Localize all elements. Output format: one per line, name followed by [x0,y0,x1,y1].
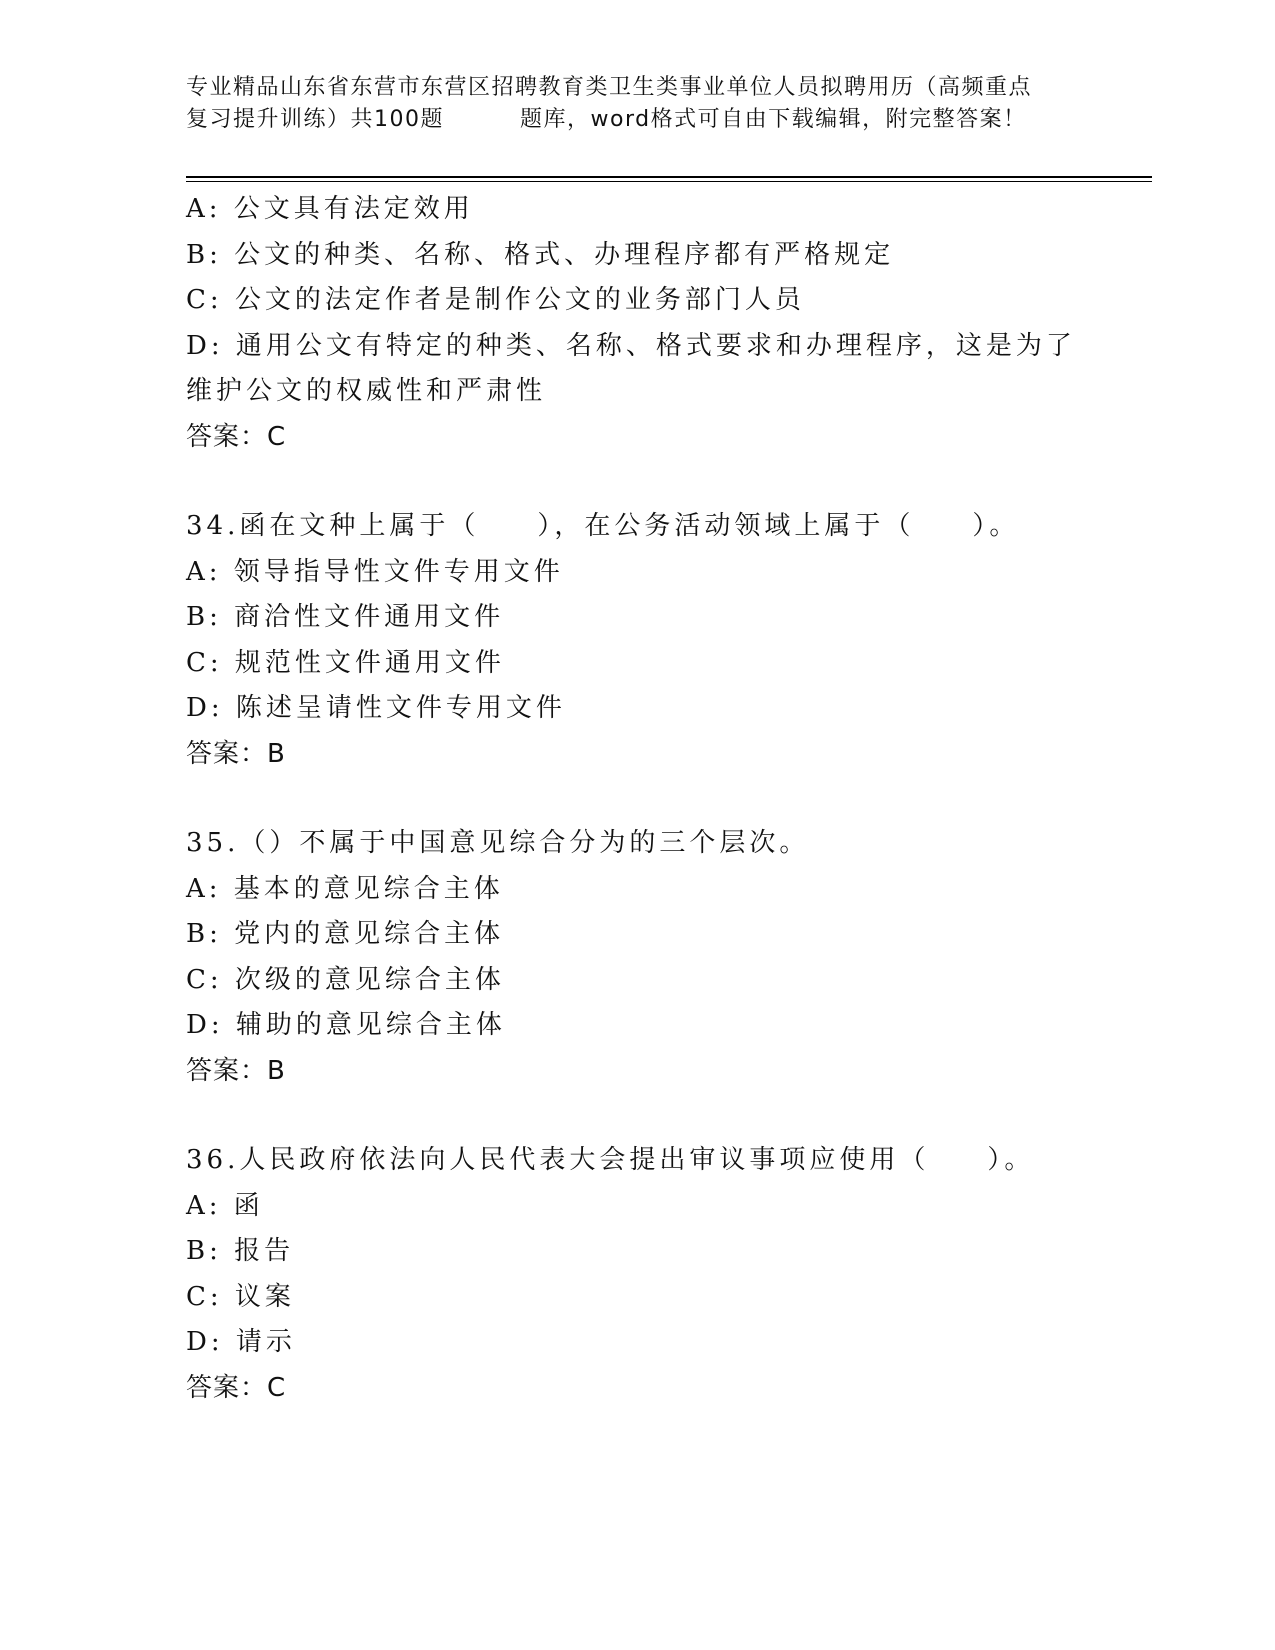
option-d: D: 辅助的意见综合主体 [186,1010,506,1040]
answer: 答案：B [186,738,286,769]
option-b: B: 报告 [186,1236,295,1266]
option-d: D: 请示 [186,1327,296,1357]
document-body [186,187,1086,1411]
question-34 [186,504,1086,777]
option-b: B: 公文的种类、名称、格式、办理程序都有严格规定 [186,239,895,270]
option-a: A: 领导指导性文件专用文件 [186,556,564,587]
question-title-part-a: 36.人民政府依法向人民代表大会提出审议事项应使用（ [186,1145,930,1175]
question-title: 35.（）不属于中国意见综合分为的三个层次。 [186,828,810,858]
option-a: A: 函 [186,1190,264,1221]
answer: 答案：C [186,1372,287,1403]
header-rule-thin [186,181,1152,182]
question-33 [186,187,1086,460]
question-36 [186,1138,1086,1411]
option-b: B: 党内的意见综合主体 [186,919,505,949]
option-c: C: 次级的意见综合主体 [186,964,505,995]
question-title-part-b: ），在公务活动领域上属于（ [537,511,915,541]
option-c: C: 规范性文件通用文件 [186,647,505,678]
question-title [186,1138,1086,1184]
question-title-part-b: ）。 [987,1145,1035,1175]
option-b: B: 商洽性文件通用文件 [186,602,505,632]
header-rule-thick [186,176,1152,178]
question-35 [186,821,1086,1094]
option-a: A: 公文具有法定效用 [186,194,474,224]
header-line-2 [186,104,1086,136]
option-c: C: 公文的法定作者是制作公文的业务部门人员 [186,285,805,315]
header-line-2-part-a: 复习提升训练）共100题 [186,107,444,132]
answer: 答案：C [186,421,287,452]
option-d: D: 通用公文有特定的种类、名称、格式要求和办理程序，这是为了维护公文的权威性和严肃性 [186,330,1076,406]
header-line-1: 专业精品山东省东营市东营区招聘教育类卫生类事业单位人员拟聘用历（高频重点 [186,75,1033,100]
header-line-2-part-b: 题库，word格式可自由下载编辑，附完整答案！ [520,107,1027,132]
answer: 答案：B [186,1055,286,1086]
question-title [186,504,1086,550]
option-d: D: 陈述呈请性文件专用文件 [186,693,566,723]
document-header [186,72,1086,136]
option-a: A: 基本的意见综合主体 [186,873,504,904]
question-title-part-c: ）。 [972,511,1020,541]
option-c: C: 议案 [186,1281,295,1312]
question-title-part-a: 34.函在文种上属于（ [186,511,480,541]
